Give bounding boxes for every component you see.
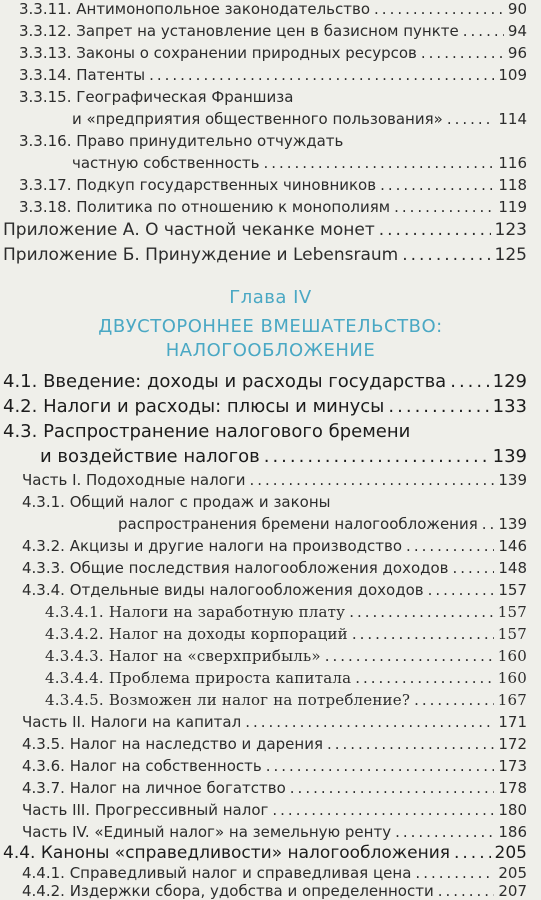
toc-leader-dots: [482, 515, 495, 533]
toc-leader-dots: [453, 559, 495, 577]
toc-page-number: 205: [498, 864, 527, 882]
toc-leader-dots: [149, 66, 494, 84]
toc-entry: [0, 779, 541, 797]
toc-leader-dots: [290, 779, 495, 797]
toc-leader-dots: [245, 713, 494, 731]
toc-entry-title: 4.4. Каноны «справедливости» налогообложения: [3, 843, 450, 863]
toc-page-number: 157: [497, 625, 527, 643]
toc-entry-continuation: и воздействие налогов: [40, 446, 260, 467]
toc-entry-title: 3.3.14. Патенты: [19, 66, 146, 84]
toc-page-number: 125: [494, 245, 527, 265]
toc-entry-title: 4.4.1. Справедливый налог и справедливая цена: [22, 864, 412, 882]
toc-entry-title: 4.4.2. Издержки сбора, удобства и определенности: [22, 882, 434, 900]
toc-appendix-entry: [0, 220, 541, 240]
toc-entry-title: 3.3.16. Право принудительно отчуждать: [19, 132, 344, 150]
toc-leader-dots: [402, 245, 490, 265]
toc-entry-title: 4.3.4.2. Налог на доходы корпораций: [45, 625, 348, 643]
toc-page-number: 139: [498, 471, 527, 489]
toc-page-number: 129: [492, 371, 527, 392]
toc-subentry: [0, 647, 541, 665]
toc-page-number: 205: [494, 843, 527, 863]
toc-page-number: 94: [507, 22, 527, 40]
toc-page-number: 178: [498, 779, 527, 797]
toc-entry-title: 4.3.4. Отдельные виды налогообложения доходов: [22, 581, 424, 599]
toc-part-entry: [0, 471, 541, 489]
toc-page-number: 123: [494, 220, 527, 240]
toc-appendix-entry: [0, 245, 541, 265]
toc-leader-dots: [454, 843, 491, 863]
toc-page-number: 116: [498, 154, 527, 172]
toc-leader-dots: [355, 669, 494, 687]
toc-entry-title: 3.3.15. Географическая Франшиза: [19, 88, 294, 106]
toc-entry-title: Часть I. Подоходные налоги: [22, 471, 246, 489]
toc-page-number: 119: [498, 198, 527, 216]
toc-leader-dots: [263, 154, 494, 172]
toc-entry: [0, 44, 541, 62]
toc-page-number: 109: [498, 66, 527, 84]
toc-leader-dots: [250, 471, 495, 489]
toc-leader-dots: [264, 446, 489, 467]
toc-entry-title: 3.3.17. Подкуп государственных чиновников: [19, 176, 377, 194]
toc-page-number: 157: [498, 581, 527, 599]
toc-page-number: 180: [498, 801, 527, 819]
toc-entry-title: Часть II. Налоги на капитал: [22, 713, 242, 731]
toc-leader-dots: [421, 44, 504, 62]
toc-entry-title: 4.3.4.3. Налог на «сверхприбыль»: [45, 647, 321, 665]
toc-page-number: 160: [497, 669, 527, 687]
toc-entry: [0, 559, 541, 577]
chapter-label: Глава IV: [229, 287, 312, 308]
toc-entry-title: 4.3. Распространение налогового бремени: [3, 421, 411, 442]
chapter-title-line1: ДВУСТОРОННЕЕ ВМЕШАТЕЛЬСТВО:: [98, 316, 443, 337]
toc-entry-continuation: частную собственность: [72, 154, 260, 172]
toc-entry: [0, 66, 541, 84]
toc-entry-continuation: распространения бремени налогообложения: [118, 515, 478, 533]
toc-leader-dots: [406, 537, 494, 555]
chapter-title-line2: НАЛОГООБЛОЖЕНИЕ: [165, 340, 376, 361]
toc-entry-title: 4.3.4.5. Возможен ли налог на потребление?: [45, 691, 411, 709]
toc-leader-dots: [394, 198, 494, 216]
toc-entry-title: 3.3.12. Запрет на установление цен в базисном пункте: [19, 22, 459, 40]
toc-part-entry: [0, 823, 541, 841]
toc-entry: [0, 757, 541, 775]
toc-entry-title: 4.3.6. Налог на собственность: [22, 757, 262, 775]
toc-subentry: [0, 625, 541, 643]
toc-entry-title: 4.3.4.1. Налоги на заработную плату: [45, 603, 346, 621]
toc-page-number: 139: [492, 446, 527, 467]
toc-page-number: 157: [497, 603, 527, 621]
toc-leader-dots: [272, 801, 494, 819]
toc-entry-title: 4.3.4.4. Проблема прироста капитала: [45, 669, 352, 687]
toc-section-entry: [0, 446, 541, 467]
toc-entry-title: 3.3.13. Законы о сохранении природных ресурсов: [19, 44, 417, 62]
toc-leader-dots: [349, 603, 494, 621]
toc-page-number: 114: [498, 110, 527, 128]
toc-page-number: 139: [498, 515, 527, 533]
toc-subentry: [0, 691, 541, 709]
toc-entry-title: Приложение А. О частной чеканке монет: [3, 220, 375, 240]
toc-page-number: 96: [507, 44, 527, 62]
toc-entry-title: 4.3.7. Налог на личное богатство: [22, 779, 286, 797]
toc-entry: [0, 176, 541, 194]
toc-leader-dots: [379, 220, 491, 240]
toc-entry-title: Приложение Б. Принуждение и Lebensraum: [3, 245, 399, 265]
toc-subentry: [0, 603, 541, 621]
toc-entry: [0, 735, 541, 753]
toc-entry: [0, 515, 541, 533]
toc-entry-title: Часть IV. «Единый налог» на земельную ренту: [22, 823, 392, 841]
toc-page-number: 133: [492, 396, 527, 417]
toc-page-number: 186: [498, 823, 527, 841]
toc-leader-dots: [450, 371, 488, 392]
toc-part-entry: [0, 801, 541, 819]
toc-section-entry: [0, 371, 541, 392]
toc-leader-dots: [327, 735, 494, 753]
toc-leader-dots: [325, 647, 494, 665]
toc-page-number: 167: [497, 691, 527, 709]
toc-leader-dots: [388, 396, 488, 417]
toc-entry: [0, 198, 541, 216]
toc-section-entry: [0, 843, 541, 863]
toc-entry: [0, 154, 541, 172]
toc-entry: [0, 864, 541, 882]
toc-page-number: 173: [498, 757, 527, 775]
toc-leader-dots: [438, 882, 495, 900]
toc-page-number: 172: [498, 735, 527, 753]
toc-leader-dots: [414, 691, 494, 709]
toc-page-number: 90: [507, 0, 527, 18]
toc-entry: [0, 0, 541, 18]
toc-page-number: 148: [498, 559, 527, 577]
toc-leader-dots: [352, 625, 494, 643]
toc-entry-title: 4.3.2. Акцизы и другие налоги на производство: [22, 537, 403, 555]
toc-leader-dots: [380, 176, 494, 194]
toc-entry-title: 4.2. Налоги и расходы: плюсы и минусы: [3, 396, 385, 417]
toc-entry: [0, 581, 541, 599]
toc-leader-dots: [447, 110, 495, 128]
toc-page-number: 207: [498, 882, 527, 900]
toc-entry-title: 3.3.18. Политика по отношению к монополиям: [19, 198, 391, 216]
toc-leader-dots: [428, 581, 495, 599]
toc-entry: [0, 110, 541, 128]
toc-page-number: 146: [498, 537, 527, 555]
toc-leader-dots: [374, 0, 504, 18]
toc-entry-continuation: и «предприятия общественного пользования»: [72, 110, 443, 128]
toc-leader-dots: [395, 823, 494, 841]
toc-entry-title: 4.3.3. Общие последствия налогообложения доходов: [22, 559, 449, 577]
toc-entry-title: 4.3.5. Налог на наследство и дарения: [22, 735, 323, 753]
toc-leader-dots: [266, 757, 495, 775]
toc-leader-dots: [415, 864, 494, 882]
toc-subentry: [0, 669, 541, 687]
toc-leader-dots: [463, 22, 504, 40]
toc-entry-title: Часть III. Прогрессивный налог: [22, 801, 269, 819]
toc-entry: [0, 22, 541, 40]
toc-entry: [0, 882, 541, 900]
toc-page-number: 171: [498, 713, 527, 731]
toc-part-entry: [0, 713, 541, 731]
toc-entry-title: 3.3.11. Антимонопольное законодательство: [19, 0, 371, 18]
toc-section-entry: [0, 396, 541, 417]
toc-entry-title: 4.3.1. Общий налог с продаж и законы: [22, 493, 331, 511]
toc-page-number: 160: [497, 647, 527, 665]
toc-entry-title: 4.1. Введение: доходы и расходы государства: [3, 371, 447, 392]
toc-entry: [0, 537, 541, 555]
toc-page-number: 118: [498, 176, 527, 194]
